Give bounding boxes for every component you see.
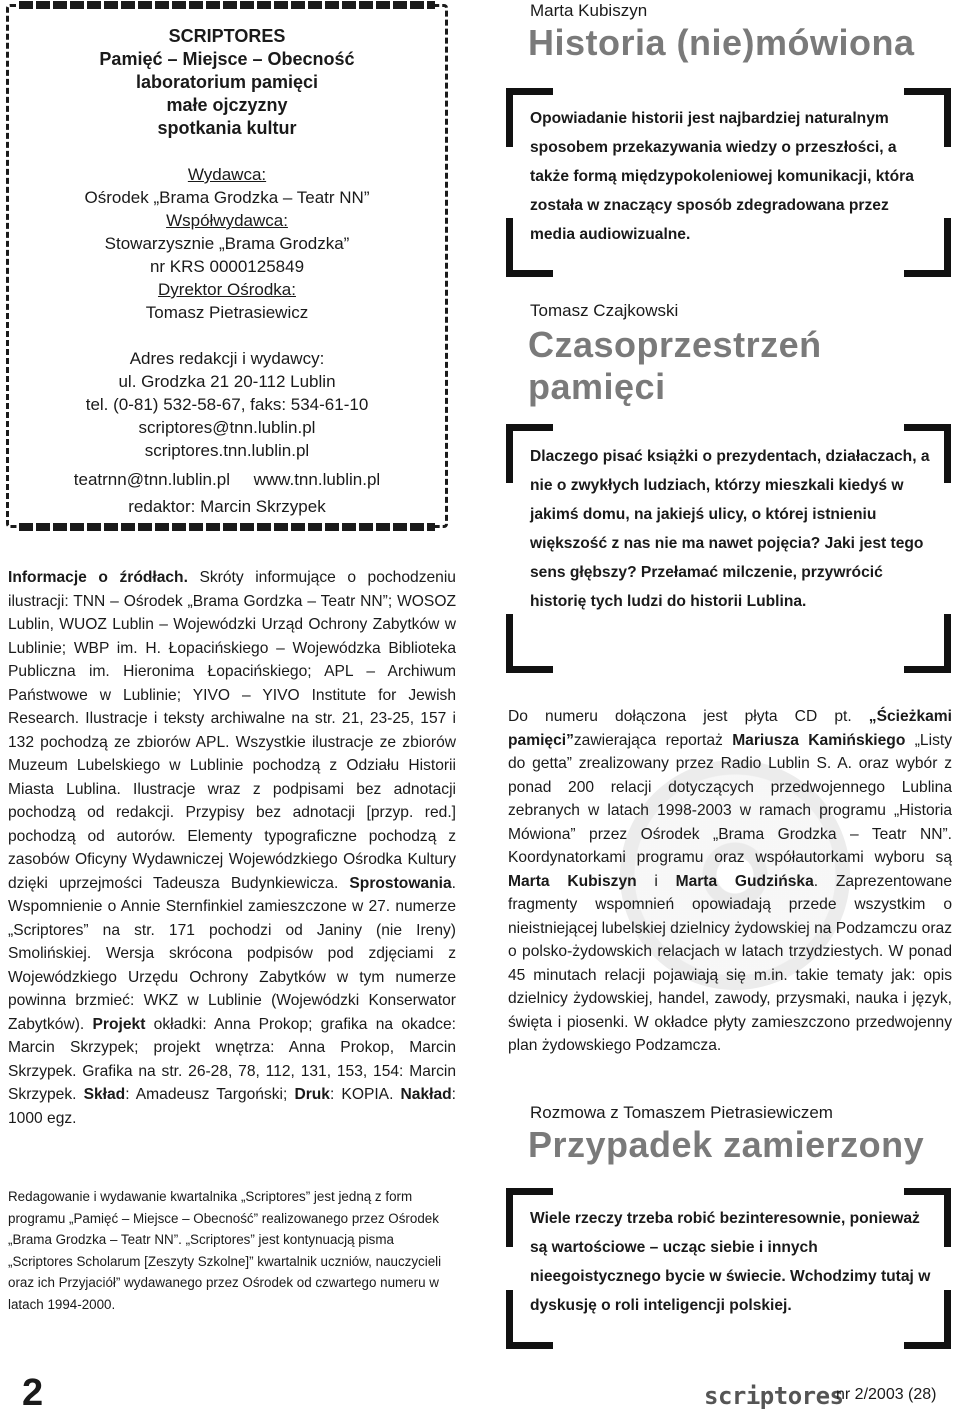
corrections-heading: Sprostowania bbox=[349, 874, 452, 892]
publisher-label: Wydawca: bbox=[187, 165, 267, 184]
phone: tel. (0-81) 532-58-67, faks: 534-61-10 bbox=[85, 395, 369, 414]
publisher: Ośrodek „Brama Grodzka – Teatr NN” bbox=[84, 188, 370, 207]
cd-text-4: i bbox=[636, 872, 676, 890]
typesetting-label: Skład bbox=[83, 1086, 126, 1103]
sources-info bbox=[8, 566, 456, 1130]
page-number: 2 bbox=[22, 1372, 44, 1414]
article-3-author: Rozmowa z Tomaszem Pietrasiewiczem bbox=[530, 1103, 833, 1122]
decorative-border-bottom bbox=[19, 523, 435, 531]
run-label: Nakład bbox=[400, 1086, 452, 1103]
cd-text-1: Do numeru dołączona jest płyta CD pt. bbox=[508, 708, 869, 725]
copublisher-label: Współwydawca: bbox=[166, 211, 288, 230]
director-label: Dyrektor Ośrodka: bbox=[158, 280, 296, 299]
article-1-quote: Opowiadanie historii jest najbardziej naturalnym sposobem przekazywania wiedzy o przeszłości, a także formą międzypokoleniowej komunikacji, która została w znaczący sposób zdegradowana przez media audiowizualne. bbox=[530, 110, 914, 243]
imprint-content bbox=[9, 25, 445, 518]
decorative-border-top bbox=[19, 1, 435, 9]
cd-reporter: Mariusza Kamińskiego bbox=[732, 731, 906, 749]
article-1-title[interactable]: Historia (nie)mówiona bbox=[528, 22, 915, 63]
article-1-author: Marta Kubiszyn bbox=[530, 1, 648, 20]
email[interactable]: scriptores@tnn.lublin.pl bbox=[138, 418, 316, 437]
website-2[interactable]: www.tnn.lublin.pl bbox=[253, 470, 381, 489]
cd-coordinator-2: Marta Gudzińska bbox=[675, 872, 814, 890]
imprint-box bbox=[6, 4, 448, 528]
cd-coordinator-1: Marta Kubiszyn bbox=[508, 872, 637, 890]
cd-description bbox=[508, 705, 952, 1058]
sources-text-1: Skróty informujące o pochodzeniu ilustracji: TNN – Ośrodek „Brama Gordzka – Teatr NN”; WOSOZ Lublin, WUOZ Lublin – Wojewódzki Urząd Ochrony Zabytków w Lublinie; WBP im. H. Łopacińskiego – Wojewódzka Biblioteka Publiczna im. Hieronima Łopacińskiego; APL – Archiwum Państwowe w Lublinie; YIVO – YIVO Institute for Jewish Research. Ilustracje i teksty archiwalne na str. 21, 23-25, 157 i 132 pochodzą ze zbiorów APL. Wszystkie ilustracje ze zbiorów Muzeum Lubelskiego w Lublinie pochodzą z Odziału Historii Miasta Lublina. Ilustracje wraz z podpisami bez adnotacji pochodzą od redakcji. Przypisy bez adnotacji [przyp. red.] pochodzą od autorów. Elementy typograficzne pochodzą z zasobów Oficyny Wydawniczej Wojewódzkiego Ośrodka Kultury dzięki uprzejmości Tadeusza Budynkiewicza. bbox=[8, 569, 456, 892]
article-2-title-line2[interactable]: pamięci bbox=[528, 366, 666, 407]
website[interactable]: scriptores.tnn.lublin.pl bbox=[144, 441, 310, 460]
journal-tagline: Pamięć – Miejsce – Obecność bbox=[99, 49, 355, 69]
article-3-quote: Wiele rzeczy trzeba robić bezinteresownie, ponieważ są wartościowe – ucząc siebie i innych nieegoistycznego bycie w świecie. Wchodzimy tutaj w dyskusję o roli inteligencji polskiej. bbox=[530, 1210, 931, 1314]
article-2-title-line1[interactable]: Czasoprzestrzeń bbox=[528, 324, 822, 365]
bracket-icon bbox=[904, 614, 951, 673]
project-label: Projekt bbox=[92, 1015, 146, 1033]
journal-subtitle-3: spotkania kultur bbox=[157, 118, 297, 138]
bracket-icon bbox=[506, 614, 553, 673]
program-note: Redagowanie i wydawanie kwartalnika „Scriptores” jest jedną z form programu „Pamięć – Miejsce – Obecność” realizowanego przez Ośrodek „Brama Grodzka – Teatr NN”. „Scriptores” jest kontynuacją pisma „Scriptores Scholarum [Zeszyty Szkolne]” kwartalnik uczniów, nauczycieli oraz ich Przyjaciół” wydawanego przez Ośrodek od czwartego numeru w latach 1994-2000. bbox=[8, 1189, 442, 1312]
cd-text-5: . Zaprezentowane fragmenty wspomnień opowiadają przede wszystkim o nieistniejącej lubelskiej dzielnicy żydowskiej na Podzamczu oraz o polsko-żydowskich relacjach w latach trzydziestych. W ponad 45 minutach relacji pojawiają się m.in. takie tematy jak: opis dzielnicy żydowskiej, handel, zawody, przysmaki, nauka i język, święta i piosenki. W okładce płyty zamieszczono przedwojenny plan żydowskiego Podzamcza. bbox=[508, 872, 952, 1054]
sources-heading: Informacje o źródłach. bbox=[8, 569, 188, 586]
address-label: Adres redakcji i wydawcy: bbox=[129, 349, 325, 368]
sources-text-3: okładki: Anna Prokop; grafika na okadce: Marcin Skrzypek; projekt wnętrza: Anna Prokop, Marcin Skrzypek. Grafika na str. 26-28, 78, 112, 131, 153, 154: Marcin Skrzypek. bbox=[8, 1015, 456, 1103]
krs-number: nr KRS 0000125849 bbox=[149, 257, 305, 276]
director: Tomasz Pietrasiewicz bbox=[145, 303, 309, 322]
address: ul. Grodzka 21 20-112 Lublin bbox=[118, 372, 336, 391]
scriptores-logo: scriptores bbox=[704, 1382, 844, 1410]
editor: redaktor: Marcin Skrzypek bbox=[128, 497, 326, 516]
journal-subtitle-1: laboratorium pamięci bbox=[135, 72, 319, 92]
cd-title: „Ścieżkami pamięci” bbox=[508, 708, 952, 749]
print-label: Druk bbox=[294, 1086, 330, 1103]
sources-text-2: . Wspomnienie o Annie Sternfinkiel zamieszczone w 27. numerze „Scriptores” na str. 171 pochodzi od Janiny (nie Ireny) Smolińskiej. Wersja skrócona podpisów pod zdjęciami z Wojewódzkiego Urzędu Ochrony Zabytków w tym numerze powinna brzmieć: WKZ w Lublinie (Wojewódzki Konserwator Zabytków). bbox=[8, 874, 456, 1033]
cd-text-3: „Listy do getta” zrealizowany przez Radio Lublin S. A. oraz wybór z ponad 200 relacji dotyczących przedwojennego Lublina zebranych w latach 1998-2003 w ramach programu „Historia Mówiona” przez Ośrodek „Brama Grodzka – Teatr NN”. Koordynatorkami programu oraz współautorkami wyboru są bbox=[508, 731, 952, 866]
journal-title: SCRIPTORES bbox=[168, 26, 286, 46]
issue-number: nr 2/2003 (28) bbox=[836, 1386, 937, 1403]
email-2[interactable]: teatrnn@tnn.lublin.pl bbox=[73, 470, 230, 489]
journal-subtitle-2: małe ojczyzny bbox=[166, 95, 288, 115]
sources-text-4: : Amadeusz Targoński; bbox=[125, 1086, 295, 1103]
sources-text-6: : 1000 egz. bbox=[8, 1086, 457, 1127]
contact-line bbox=[9, 468, 445, 491]
article-2-quote: Dlaczego pisać książki o prezydentach, działaczach, a nie o zwykłych ludziach, którzy mieszkali kiedyś w jakimś domu, na jakiejś ulicy, o której istnieniu większość z nas nie ma nawet pojęcia? Jaki jest tego sens głębszy? Przełamać milczenie, przywrócić historię tych ludzi do historii Lublina. bbox=[530, 448, 930, 610]
article-2-author: Tomasz Czajkowski bbox=[530, 301, 679, 320]
sources-text-5: : KOPIA. bbox=[329, 1086, 401, 1103]
cd-text-2: zawierająca reportaż bbox=[573, 731, 733, 749]
article-3-title[interactable]: Przypadek zamierzony bbox=[528, 1124, 925, 1165]
copublisher: Stowarzysznie „Brama Grodzka” bbox=[104, 234, 350, 253]
